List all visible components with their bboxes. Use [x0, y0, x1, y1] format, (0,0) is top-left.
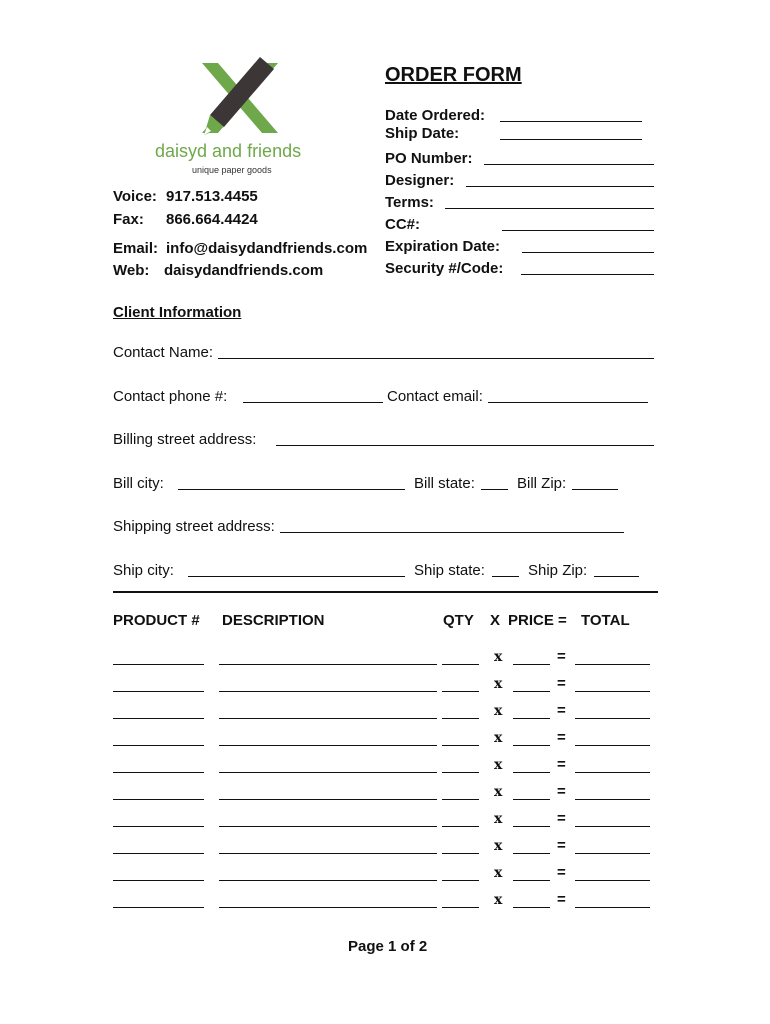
- date-ordered-label: Date Ordered:: [385, 107, 486, 124]
- total-field[interactable]: [575, 772, 650, 773]
- terms-field[interactable]: [445, 208, 654, 209]
- fax-value: 866.664.4424: [166, 211, 258, 228]
- qty-field[interactable]: [442, 745, 479, 746]
- contact-phone-label: Contact phone #:: [113, 388, 228, 405]
- contact-email-field[interactable]: [488, 402, 648, 403]
- price-field[interactable]: [513, 826, 550, 827]
- equals-symbol: =: [557, 864, 566, 881]
- total-header: TOTAL: [581, 612, 630, 629]
- price-field[interactable]: [513, 772, 550, 773]
- pencil-logo-icon: [150, 55, 330, 145]
- total-field[interactable]: [575, 853, 650, 854]
- email-label: Email:: [113, 240, 159, 257]
- total-field[interactable]: [575, 718, 650, 719]
- bill-city-label: Bill city:: [113, 475, 164, 492]
- price-field[interactable]: [513, 907, 550, 908]
- contact-phone-field[interactable]: [243, 402, 383, 403]
- description-field[interactable]: [219, 853, 437, 854]
- times-symbol: x: [494, 649, 503, 665]
- bill-zip-field[interactable]: [572, 489, 618, 490]
- total-field[interactable]: [575, 799, 650, 800]
- billing-street-field[interactable]: [276, 445, 654, 446]
- total-field[interactable]: [575, 907, 650, 908]
- price-field[interactable]: [513, 745, 550, 746]
- qty-header: QTY: [443, 612, 474, 629]
- ship-state-label: Ship state:: [414, 562, 485, 579]
- product-field[interactable]: [113, 826, 204, 827]
- page-number: Page 1 of 2: [348, 938, 428, 955]
- billing-street-label: Billing street address:: [113, 431, 257, 448]
- equals-symbol: =: [557, 756, 566, 773]
- product-field[interactable]: [113, 907, 204, 908]
- description-field[interactable]: [219, 799, 437, 800]
- company-logo: [150, 55, 330, 185]
- shipping-street-label: Shipping street address:: [113, 518, 275, 535]
- client-info-heading: Client Information: [113, 304, 242, 321]
- bill-city-field[interactable]: [178, 489, 405, 490]
- qty-field[interactable]: [442, 718, 479, 719]
- fax-label: Fax:: [113, 211, 144, 228]
- total-field[interactable]: [575, 826, 650, 827]
- bill-state-label: Bill state:: [414, 475, 475, 492]
- product-field[interactable]: [113, 718, 204, 719]
- order-form-title: ORDER FORM: [385, 64, 522, 86]
- po-number-field[interactable]: [484, 164, 654, 165]
- security-code-field[interactable]: [521, 274, 654, 275]
- description-field[interactable]: [219, 826, 437, 827]
- equals-symbol: =: [557, 783, 566, 800]
- times-symbol: x: [494, 730, 503, 746]
- price-field[interactable]: [513, 880, 550, 881]
- ship-state-field[interactable]: [492, 576, 519, 577]
- contact-name-label: Contact Name:: [113, 344, 214, 361]
- times-symbol: x: [494, 676, 503, 692]
- qty-field[interactable]: [442, 772, 479, 773]
- po-number-label: PO Number:: [385, 150, 473, 167]
- description-field[interactable]: [219, 664, 437, 665]
- total-field[interactable]: [575, 745, 650, 746]
- description-field[interactable]: [219, 691, 437, 692]
- qty-field[interactable]: [442, 691, 479, 692]
- description-field[interactable]: [219, 745, 437, 746]
- price-field[interactable]: [513, 664, 550, 665]
- product-field[interactable]: [113, 880, 204, 881]
- contact-name-field[interactable]: [218, 358, 654, 359]
- times-symbol: x: [494, 703, 503, 719]
- product-field[interactable]: [113, 745, 204, 746]
- equals-symbol: =: [557, 810, 566, 827]
- times-header: X: [490, 612, 501, 629]
- equals-symbol: =: [557, 891, 566, 908]
- product-header: PRODUCT #: [113, 612, 200, 629]
- ship-date-field[interactable]: [500, 139, 642, 140]
- date-ordered-field[interactable]: [500, 121, 642, 122]
- times-symbol: x: [494, 838, 503, 854]
- ship-date-label: Ship Date:: [385, 125, 460, 142]
- equals-symbol: =: [557, 837, 566, 854]
- voice-value: 917.513.4455: [166, 188, 258, 205]
- ship-zip-label: Ship Zip:: [528, 562, 588, 579]
- brand-name: daisyd and friends: [155, 141, 302, 161]
- description-field[interactable]: [219, 718, 437, 719]
- cc-field[interactable]: [502, 230, 654, 231]
- email-value: info@daisydandfriends.com: [166, 240, 368, 257]
- qty-field[interactable]: [442, 853, 479, 854]
- total-field[interactable]: [575, 880, 650, 881]
- security-code-label: Security #/Code:: [385, 260, 504, 277]
- ship-zip-field[interactable]: [594, 576, 639, 577]
- description-field[interactable]: [219, 880, 437, 881]
- price-header: PRICE =: [508, 612, 567, 629]
- product-field[interactable]: [113, 772, 204, 773]
- qty-field[interactable]: [442, 880, 479, 881]
- times-symbol: x: [494, 811, 503, 827]
- product-field[interactable]: [113, 799, 204, 800]
- price-field[interactable]: [513, 718, 550, 719]
- total-field[interactable]: [575, 664, 650, 665]
- bill-zip-label: Bill Zip:: [517, 475, 567, 492]
- description-header: DESCRIPTION: [222, 612, 325, 629]
- description-field[interactable]: [219, 907, 437, 908]
- designer-label: Designer:: [385, 172, 455, 189]
- expiration-date-field[interactable]: [522, 252, 654, 253]
- qty-field[interactable]: [442, 907, 479, 908]
- shipping-street-field[interactable]: [280, 532, 624, 533]
- qty-field[interactable]: [442, 664, 479, 665]
- web-value: daisydandfriends.com: [164, 262, 324, 279]
- times-symbol: x: [494, 757, 503, 773]
- total-field[interactable]: [575, 691, 650, 692]
- times-symbol: x: [494, 784, 503, 800]
- expiration-date-label: Expiration Date:: [385, 238, 501, 255]
- equals-symbol: =: [557, 702, 566, 719]
- brand-tagline: unique paper goods: [192, 165, 272, 175]
- equals-symbol: =: [557, 648, 566, 665]
- times-symbol: x: [494, 892, 503, 908]
- cc-label: CC#:: [385, 216, 421, 233]
- price-field[interactable]: [513, 853, 550, 854]
- times-symbol: x: [494, 865, 503, 881]
- qty-field[interactable]: [442, 826, 479, 827]
- product-field[interactable]: [113, 691, 204, 692]
- price-field[interactable]: [513, 799, 550, 800]
- section-divider: [113, 591, 658, 593]
- product-field[interactable]: [113, 853, 204, 854]
- voice-label: Voice:: [113, 188, 157, 205]
- description-field[interactable]: [219, 772, 437, 773]
- qty-field[interactable]: [442, 799, 479, 800]
- equals-symbol: =: [557, 729, 566, 746]
- bill-state-field[interactable]: [481, 489, 508, 490]
- ship-city-label: Ship city:: [113, 562, 174, 579]
- ship-city-field[interactable]: [188, 576, 405, 577]
- contact-email-label: Contact email:: [387, 388, 483, 405]
- product-field[interactable]: [113, 664, 204, 665]
- equals-symbol: =: [557, 675, 566, 692]
- web-label: Web:: [113, 262, 150, 279]
- terms-label: Terms:: [385, 194, 434, 211]
- designer-field[interactable]: [466, 186, 654, 187]
- price-field[interactable]: [513, 691, 550, 692]
